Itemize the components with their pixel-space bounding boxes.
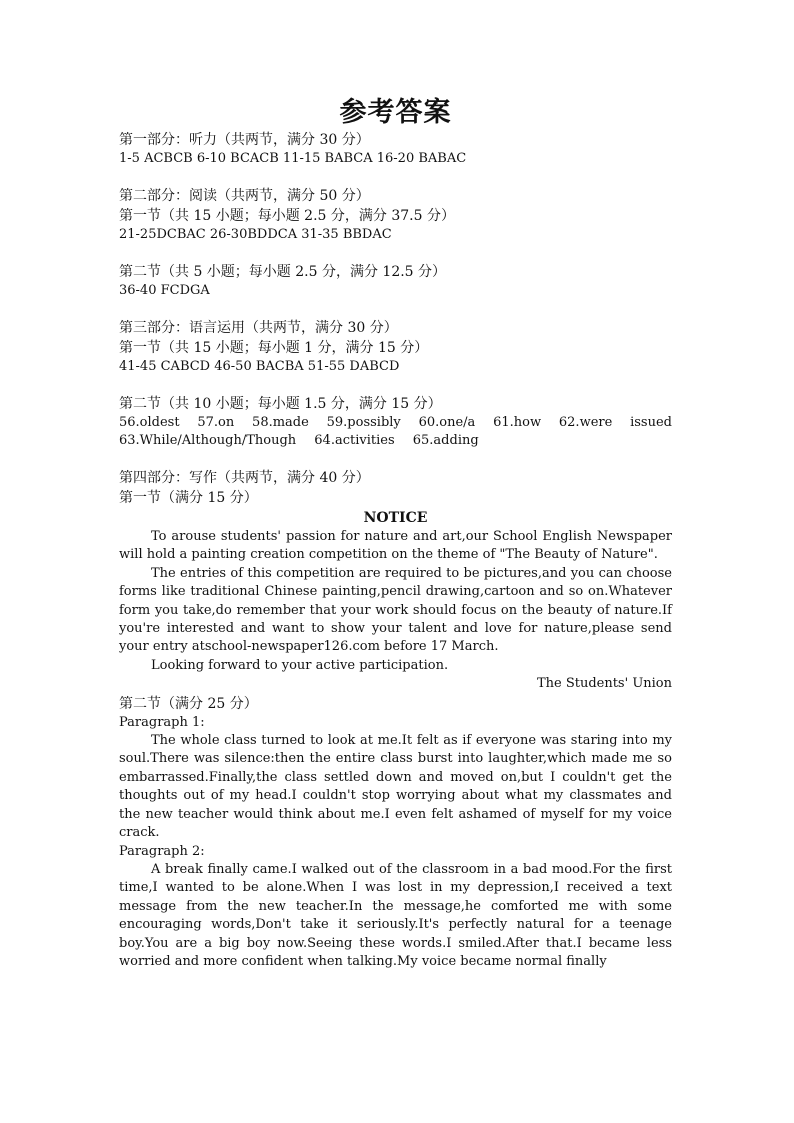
answer-56: 56.oldest bbox=[119, 415, 180, 430]
answer-60: 60.one/a bbox=[418, 415, 476, 430]
answer-key-page bbox=[119, 96, 672, 971]
part2-section1-heading: 第一节（共 15 小题；每小题 2.5 分，满分 37.5 分） bbox=[119, 208, 455, 224]
part4-heading: 第四部分：写作（共两节，满分 40 分） bbox=[119, 470, 370, 486]
notice-paragraph-1: To arouse students' passion for nature and art,our School English Newspaper will hold a painting creation competition on the theme of "The Beauty of Nature". bbox=[119, 529, 672, 563]
part3-heading: 第三部分：语言运用（共两节，满分 30 分） bbox=[119, 320, 398, 336]
paragraph2-label: Paragraph 2: bbox=[119, 843, 205, 859]
part1-heading: 第一部分：听力（共两节，满分 30 分） bbox=[119, 132, 370, 148]
answer-61: 61.how bbox=[493, 415, 542, 430]
spacer bbox=[119, 376, 672, 394]
part4-section2-heading: 第二节（满分 25 分） bbox=[119, 695, 258, 712]
paragraph2-text: A break finally came.I walked out of the classroom in a bad mood.For the first time,I wanted to be alone.When I was lost in my depression,I received a text message from the new teacher.In the message,he comforted me with some encouraging words,Don't take it seriously.It's perfectly natural for a teenage boy.You are a big boy now.Seeing these words.I smiled.After that.I became less worried and more confident when talking.My voice became normal finally bbox=[119, 861, 672, 969]
part3-section2-answers-row bbox=[119, 414, 672, 432]
spacer bbox=[119, 244, 672, 262]
spacer bbox=[119, 300, 672, 318]
notice-signature: The Students' Union bbox=[536, 676, 672, 692]
answer-58: 58.made bbox=[252, 415, 309, 430]
part3-section1-heading: 第一节（共 15 小题；每小题 1 分，满分 15 分） bbox=[119, 340, 429, 356]
part2-heading: 第二部分：阅读（共两节，满分 50 分） bbox=[119, 188, 370, 204]
spacer bbox=[119, 168, 672, 186]
notice-paragraph-2: The entries of this competition are required to be pictures,and you can choose forms like traditional Chinese painting,pencil drawing,cartoon and so on.Whatever form you take,do remember that your work should focus on the beauty of nature.If you're interested and want to show your talent and love for nature,please send your entry atschool-newspaper126.com before 17 March. bbox=[119, 565, 672, 655]
answer-57: 57.on bbox=[197, 415, 235, 430]
notice-title: NOTICE bbox=[363, 510, 428, 526]
page-title: 参考答案 bbox=[339, 97, 452, 128]
paragraph1-text: The whole class turned to look at me.It felt as if everyone was staring into my soul.There was silence:then the entire class burst into laughter,which made me so embarrassed.Finally,the class settled down and moved on,but I couldn't get the thoughts out of my head.I couldn't stop worrying about what my classmates and the new teacher would think about me.I even felt ashamed of myself for my voice crack. bbox=[119, 733, 672, 841]
part3-section2-answers-line2: 63.While/Although/Though 64.activities 65.adding bbox=[119, 433, 479, 448]
part1-answers: 1-5 ACBCB 6-10 BCACB 11-15 BABCA 16-20 BABAC bbox=[119, 151, 467, 166]
paragraph1-label: Paragraph 1: bbox=[119, 714, 205, 730]
part2-section2-answers: 36-40 FCDGA bbox=[119, 283, 210, 298]
notice-paragraph-3: Looking forward to your active participation. bbox=[151, 657, 449, 673]
answer-59: 59.possibly bbox=[326, 415, 401, 430]
part2-section2-heading: 第二节（共 5 小题；每小题 2.5 分，满分 12.5 分） bbox=[119, 264, 447, 280]
answer-62-cont: issued bbox=[630, 415, 672, 430]
answer-62: 62.were bbox=[558, 415, 613, 430]
part3-section2-heading: 第二节（共 10 小题；每小题 1.5 分，满分 15 分） bbox=[119, 396, 442, 412]
part3-section1-answers: 41-45 CABCD 46-50 BACBA 51-55 DABCD bbox=[119, 359, 400, 374]
part4-section1-heading: 第一节（满分 15 分） bbox=[119, 490, 258, 506]
spacer bbox=[119, 450, 672, 468]
part2-section1-answers: 21-25DCBAC 26-30BDDCA 31-35 BBDAC bbox=[119, 227, 392, 242]
